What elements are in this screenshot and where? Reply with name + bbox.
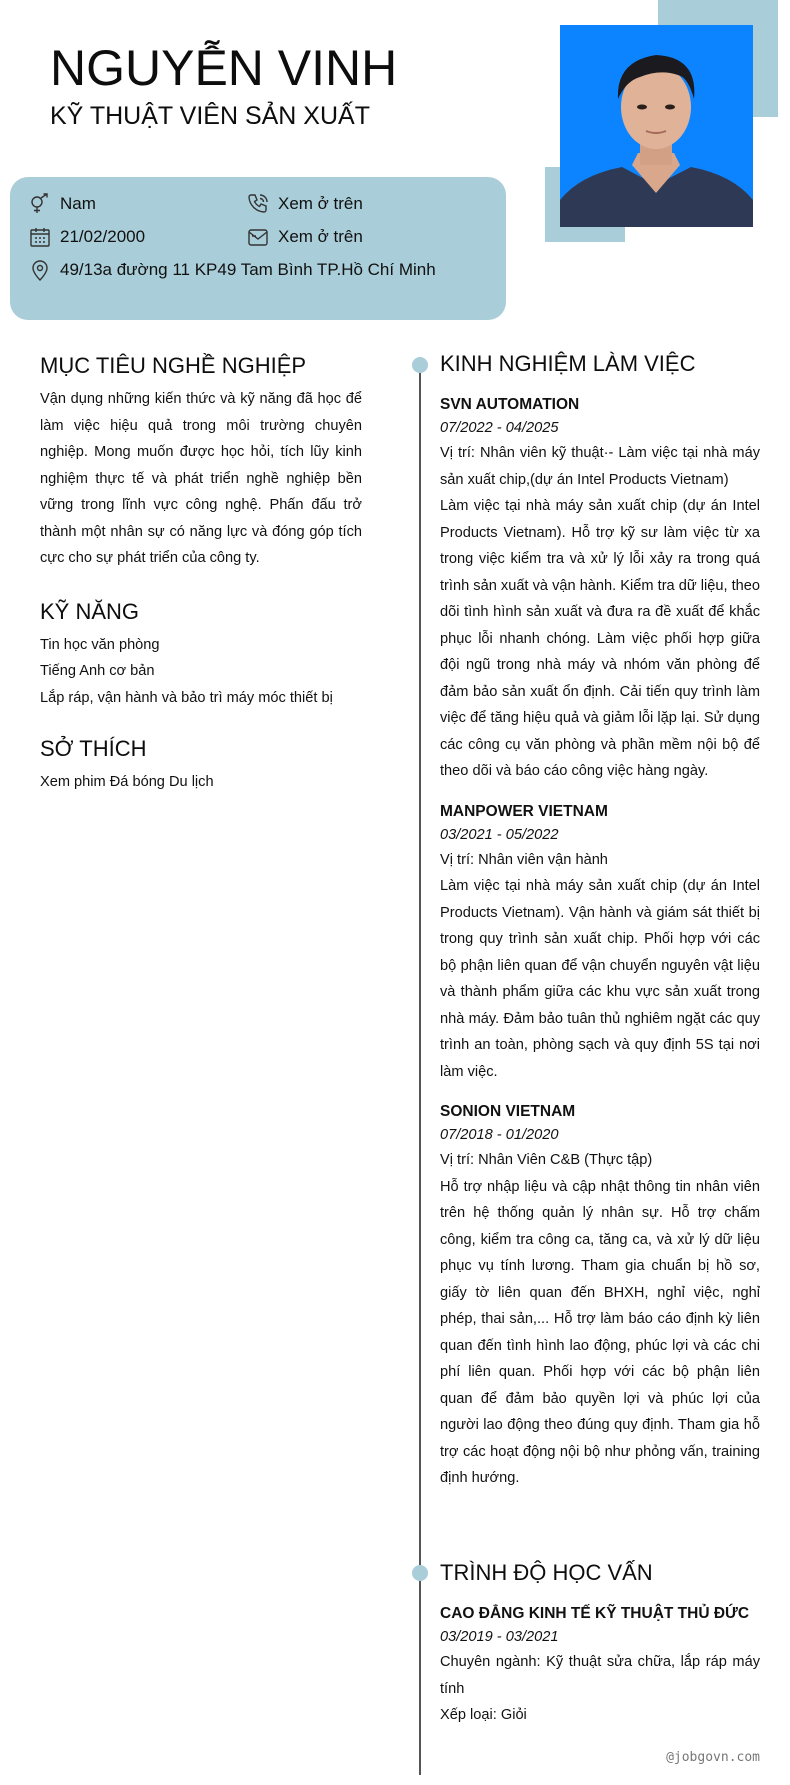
- job-entry: [440, 394, 760, 785]
- job-description: Hỗ trợ nhập liệu và cập nhật thông tin nhân viên trên hệ thống quản lý nhân sự. Hỗ trợ chấm công, kiểm tra công ca, tăng ca, và xử lý dữ liệu phục vụ tính lương. Tham gia chuẩn bị hồ sơ, giấy tờ liên quan đến BHXH, nghỉ việc, nghỉ phép, thai sản,... Hỗ trợ làm báo cáo định kỳ liên quan đến tình hình lao động, phúc lợi và các chi phí liên quan. Phối hợp với các bộ phận liên quan để đảm bảo quyền lợi và phúc lợi của người lao động theo đúng quy định. Tham gia hỗ trợ các hoạt động nội bộ như phỏng vấn, training định hướng.: [440, 1178, 760, 1486]
- objective-text: Vận dụng những kiến thức và kỹ năng đã học để làm việc hiệu quả trong môi trường chuyên nghiệp. Mong muốn được học hỏi, tích lũy kinh nghiệm thực tế và phát triển nghề nghiệp bền vững trong lĩnh vực công nghệ. Phấn đấu trở thành một nhân sự có năng lực và đóng góp tích cực cho sự phát triển của công ty.: [40, 391, 362, 566]
- job-entry: [440, 801, 760, 1086]
- gender-icon: [28, 192, 52, 216]
- job-position: Vị trí: Nhân viên vận hành: [440, 851, 608, 868]
- address-value: 49/13a đường 11 KP49 Tam Bình TP.Hồ Chí Minh: [60, 260, 436, 279]
- location-pin-icon: [28, 258, 52, 282]
- calendar-icon: [28, 225, 52, 249]
- dob-value: 21/02/2000: [60, 227, 146, 246]
- education-section: [440, 1559, 760, 1729]
- contact-dob: [28, 225, 145, 249]
- education-major: Chuyên ngành: Kỹ thuật sửa chữa, lắp ráp máy tính: [440, 1654, 760, 1697]
- job-description: Làm việc tại nhà máy sản xuất chip (dự án Intel Products Vietnam). Vận hành và giám sát thiết bị trong quy trình sản xuất chip. Phối hợp với các bộ phận liên quan để vận chuyển nguyên vật liệu và thành phẩm giữa các khu vực sản xuất trong nhà máy. Đảm bảo tuân thủ nghiêm ngặt các quy trình an toàn, phòng sạch và quy định 5S tại nơi làm việc.: [440, 878, 760, 1080]
- contact-panel: [10, 177, 506, 320]
- job-company: SONION VIETNAM: [440, 1103, 576, 1120]
- objective-title: MỤC TIÊU NGHỀ NGHIỆP: [40, 353, 307, 378]
- education-period: 03/2019 - 03/2021: [440, 1629, 559, 1645]
- job-description: Làm việc tại nhà máy sản xuất chip (dự án Intel Products Vietnam). Hỗ trợ kỹ sư làm việc từ xa trong việc kiểm tra và xử lý lỗi xảy ra trong quá trình sản xuất và vận hành. Kiểm tra dữ liệu, theo dõi tình hình sản xuất và đưa ra đề xuất để khắc phục lỗi nhanh chóng. Làm việc phối hợp giữa đội ngũ trong nhà máy và nhóm văn phòng để đảm bảo sản xuất ổn định. Cải tiến quy trình làm việc để tăng hiệu quả và giảm lỗi lặp lại. Sử dụng các công cụ văn phòng và phần mềm nội bộ để theo dõi và báo cáo công việc hàng ngày.: [440, 498, 760, 779]
- job-title: KỸ THUẬT VIÊN SẢN XUẤT: [50, 102, 370, 130]
- mail-icon: [246, 225, 270, 249]
- skills-title: KỸ NĂNG: [40, 598, 140, 624]
- contact-phone: [246, 192, 363, 216]
- education-grade: Xếp loại: Giỏi: [440, 1707, 527, 1723]
- job-position: Vị trí: Nhân Viên C&B (Thực tập): [440, 1152, 653, 1168]
- email-value: Xem ở trên: [278, 227, 363, 246]
- skill-item: Tin học văn phòng: [40, 636, 160, 653]
- skill-item: Tiếng Anh cơ bản: [40, 663, 155, 679]
- person-portrait-icon: [560, 25, 753, 227]
- watermark: @jobgovn.com: [666, 1750, 760, 1765]
- job-position: Vị trí: Nhân viên kỹ thuật·- Làm việc tại nhà máy sản xuất chip,(dự án Intel Products Vietnam): [440, 445, 760, 488]
- left-column: [40, 352, 362, 796]
- hobbies-text: Xem phim Đá bóng Du lịch: [40, 774, 214, 790]
- gender-value: Nam: [60, 194, 96, 213]
- contact-address: [28, 258, 436, 282]
- school-name: CAO ĐẲNG KINH TẾ KỸ THUẬT THỦ ĐỨC: [440, 1605, 750, 1622]
- job-period: 03/2021 - 05/2022: [440, 826, 559, 843]
- job-company: MANPOWER VIETNAM: [440, 802, 608, 820]
- contact-email: [246, 225, 363, 249]
- education-title: TRÌNH ĐỘ HỌC VẤN: [440, 1560, 653, 1585]
- skill-item: Lắp ráp, vận hành và bảo trì máy móc thiết bị: [40, 689, 333, 706]
- job-period: 07/2022 - 04/2025: [440, 420, 559, 436]
- profile-photo: [560, 25, 753, 227]
- phone-icon: [246, 192, 270, 216]
- timeline-dot-education: [412, 1565, 428, 1581]
- skills-list: [40, 632, 362, 712]
- timeline-line: [419, 362, 421, 1775]
- experience-section: [440, 350, 760, 1492]
- job-company: SVN AUTOMATION: [440, 396, 580, 413]
- hobbies-title: SỞ THÍCH: [40, 736, 147, 761]
- contact-gender: [28, 192, 96, 216]
- job-entry: [440, 1101, 760, 1492]
- candidate-name: NGUYỄN VINH: [50, 40, 398, 96]
- phone-value: Xem ở trên: [278, 194, 363, 213]
- timeline-dot-experience: [412, 357, 428, 373]
- job-period: 07/2018 - 01/2020: [440, 1127, 559, 1143]
- education-entry: [440, 1603, 760, 1729]
- experience-title: KINH NGHIỆM LÀM VIỆC: [440, 351, 696, 376]
